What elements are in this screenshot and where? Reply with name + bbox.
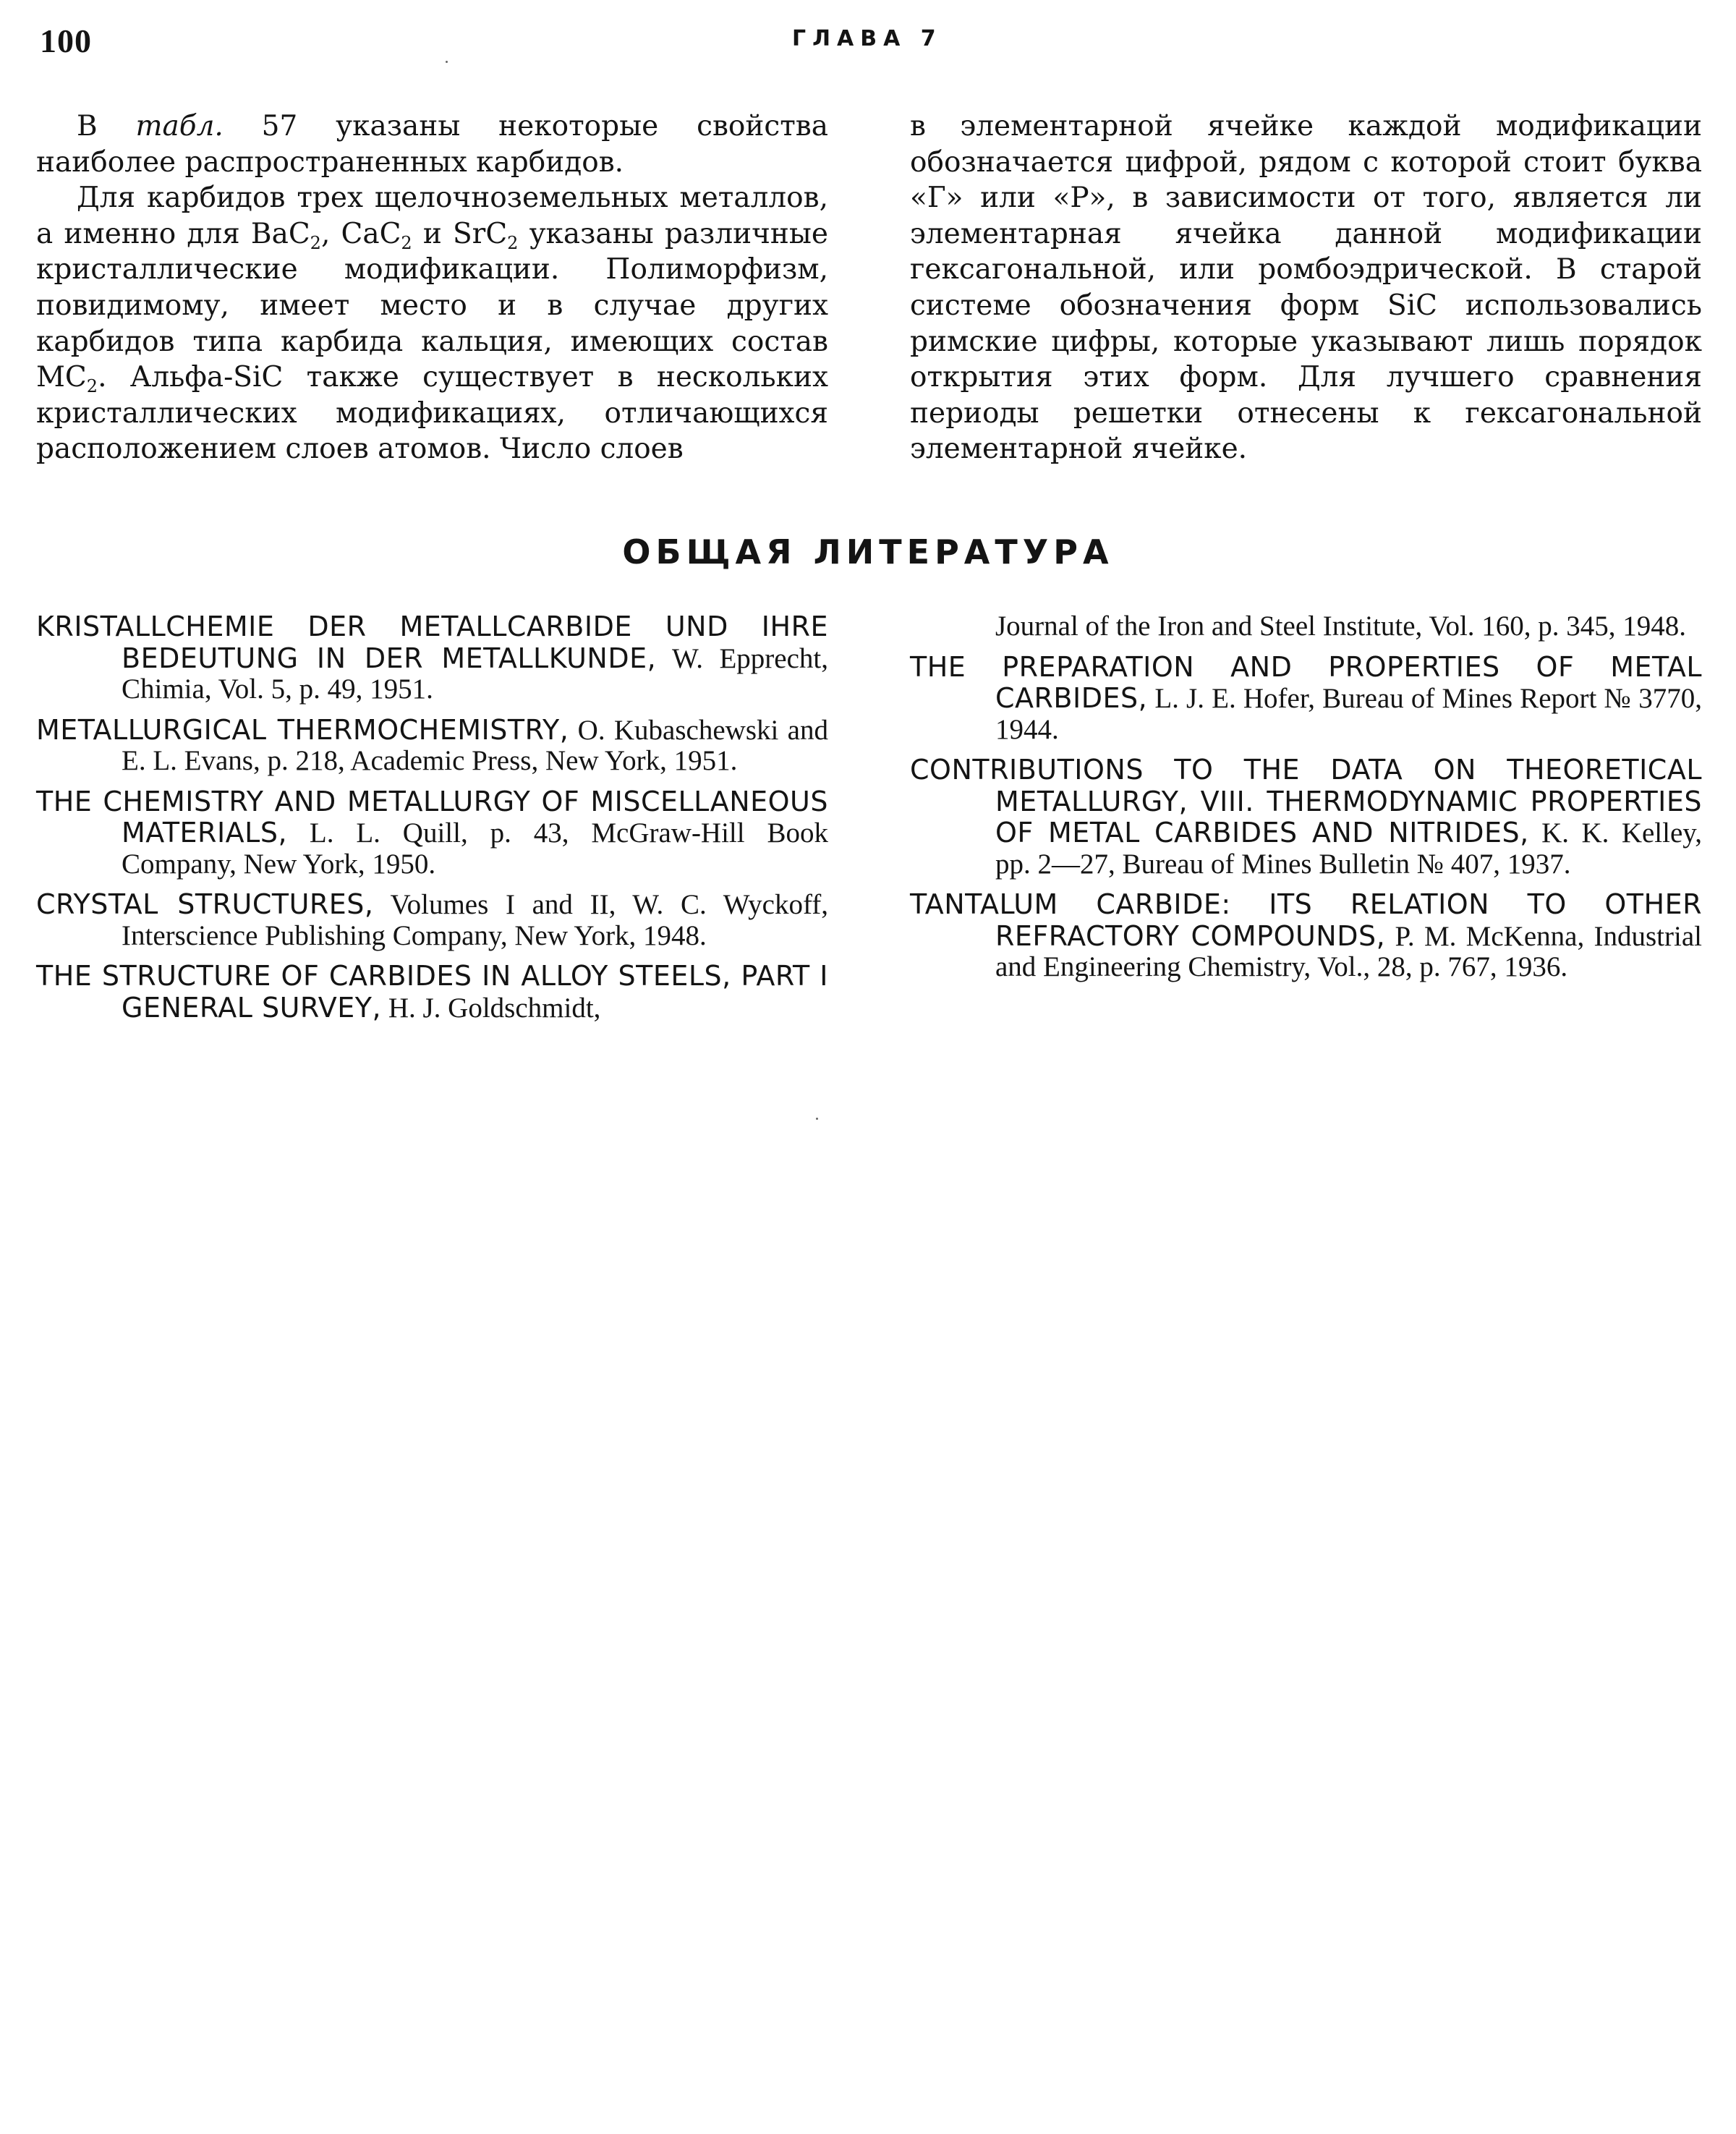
reference-details: P. M. McKenna, Industrial and Engineering Chemistry, Vol., 28, p. 767, 1936.	[995, 920, 1702, 982]
subscript: 2	[310, 232, 321, 253]
reference-entry	[36, 611, 828, 705]
reference-entry	[36, 786, 828, 880]
reference-entry	[36, 889, 828, 951]
reference-entry	[36, 961, 828, 1024]
body-left-column	[36, 109, 828, 467]
reference-details: O. Kubaschewski and E. L. Evans, p. 218, Academic Press, New York, 1951.	[122, 714, 828, 776]
table-abbrev: табл.	[135, 110, 224, 143]
paragraph-text: указаны различные кристаллические модификации. Полиморфизм, повидимому, имеет место и в случае других карбидов типа карбида кальция, имеющих состав MC	[36, 217, 828, 394]
paragraph-text: . Альфа-SiC также существует в нескольких кристаллических модификациях, отличающихся расположением слоев атомов. Число слоев	[36, 361, 828, 466]
print-speck	[446, 61, 448, 63]
paragraph-text: , CaC	[320, 217, 401, 250]
paragraph-continuation: в элементарной ячейке каждой модификации обозначается цифрой, рядом с которой стоит буква «Г» или «Р», в зависимости от того, является ли элементарная ячейка данной модификации гексагональной, или ромбоэдрической. В старой системе обозначения форм SiC использовались римские цифры, которые указывают лишь порядок открытия этих форм. Для лучшего сравнения периоды решетки отнесены к гексагональной элементарной ячейке.	[910, 110, 1702, 466]
reference-title: THE PREPARATION AND PROPERTIES OF METAL CARBIDES,	[910, 650, 1702, 714]
references-right-column	[910, 611, 1702, 992]
reference-details: L. L. Quill, p. 43, McGraw-Hill Book Company, New York, 1950.	[122, 817, 828, 880]
reference-entry	[910, 754, 1702, 880]
subscript: 2	[507, 232, 519, 253]
paragraph-table-reference	[36, 109, 828, 180]
reference-details: L. J. E. Hofer, Bureau of Mines Report № 3770, 1944.	[995, 683, 1702, 745]
page-number: 100	[40, 22, 92, 59]
reference-entry	[36, 715, 828, 777]
subscript: 2	[401, 232, 412, 253]
reference-title: THE STRUCTURE OF CARBIDES IN ALLOY STEELS, PART I GENERAL SURVEY,	[36, 960, 828, 1024]
body-right-column	[910, 109, 1702, 467]
reference-details: W. Epprecht, Chimia, Vol. 5, p. 49, 1951.	[122, 642, 828, 705]
section-title: ОБЩАЯ ЛИТЕРАТУРА	[622, 532, 1114, 571]
reference-title: TANTALUM CARBIDE: ITS RELATION TO OTHER REFRACTORY COMPOUNDS,	[910, 888, 1702, 952]
reference-title: METALLURGICAL THERMOCHEMISTRY,	[36, 713, 569, 746]
print-speck	[816, 1118, 818, 1120]
reference-entry	[910, 889, 1702, 983]
reference-title: CONTRIBUTIONS TO THE DATA ON THEORETICAL METALLURGY, VIII. THERMODYNAMIC PROPERTIES OF METAL CARBIDES AND NITRIDES,	[910, 754, 1702, 849]
paragraph-text: 57 указаны некоторые свойства наиболее распространенных карбидов.	[36, 110, 828, 179]
paragraph-text: Для карбидов трех щелочноземельных металлов, а именно для BaC	[36, 182, 828, 250]
reference-details: Volumes I and II, W. C. Wyckoff, Interscience Publishing Company, New York, 1948.	[122, 889, 828, 951]
paragraph-polymorphism	[36, 180, 828, 467]
paragraph-text: и SrC	[412, 217, 508, 250]
running-head: ГЛАВА 7	[792, 26, 943, 51]
reference-title: KRISTALLCHEMIE DER METALLCARBIDE UND IHRE BEDEUTUNG IN DER METALLKUNDE,	[36, 611, 828, 674]
reference-details: H. J. Goldschmidt,	[381, 992, 601, 1024]
references-left-column	[36, 611, 828, 1033]
subscript: 2	[86, 376, 98, 397]
reference-title: THE CHEMISTRY AND METALLURGY OF MISCELLANEOUS MATERIALS,	[36, 785, 828, 849]
reference-continuation: Journal of the Iron and Steel Institute, Vol. 160, p. 345, 1948.	[995, 611, 1687, 642]
reference-title: CRYSTAL STRUCTURES,	[36, 888, 374, 920]
reference-entry	[910, 652, 1702, 746]
reference-details: K. K. Kelley, pp. 2—27, Bureau of Mines Bulletin № 407, 1937.	[995, 817, 1702, 880]
paragraph-text: В	[77, 110, 136, 143]
